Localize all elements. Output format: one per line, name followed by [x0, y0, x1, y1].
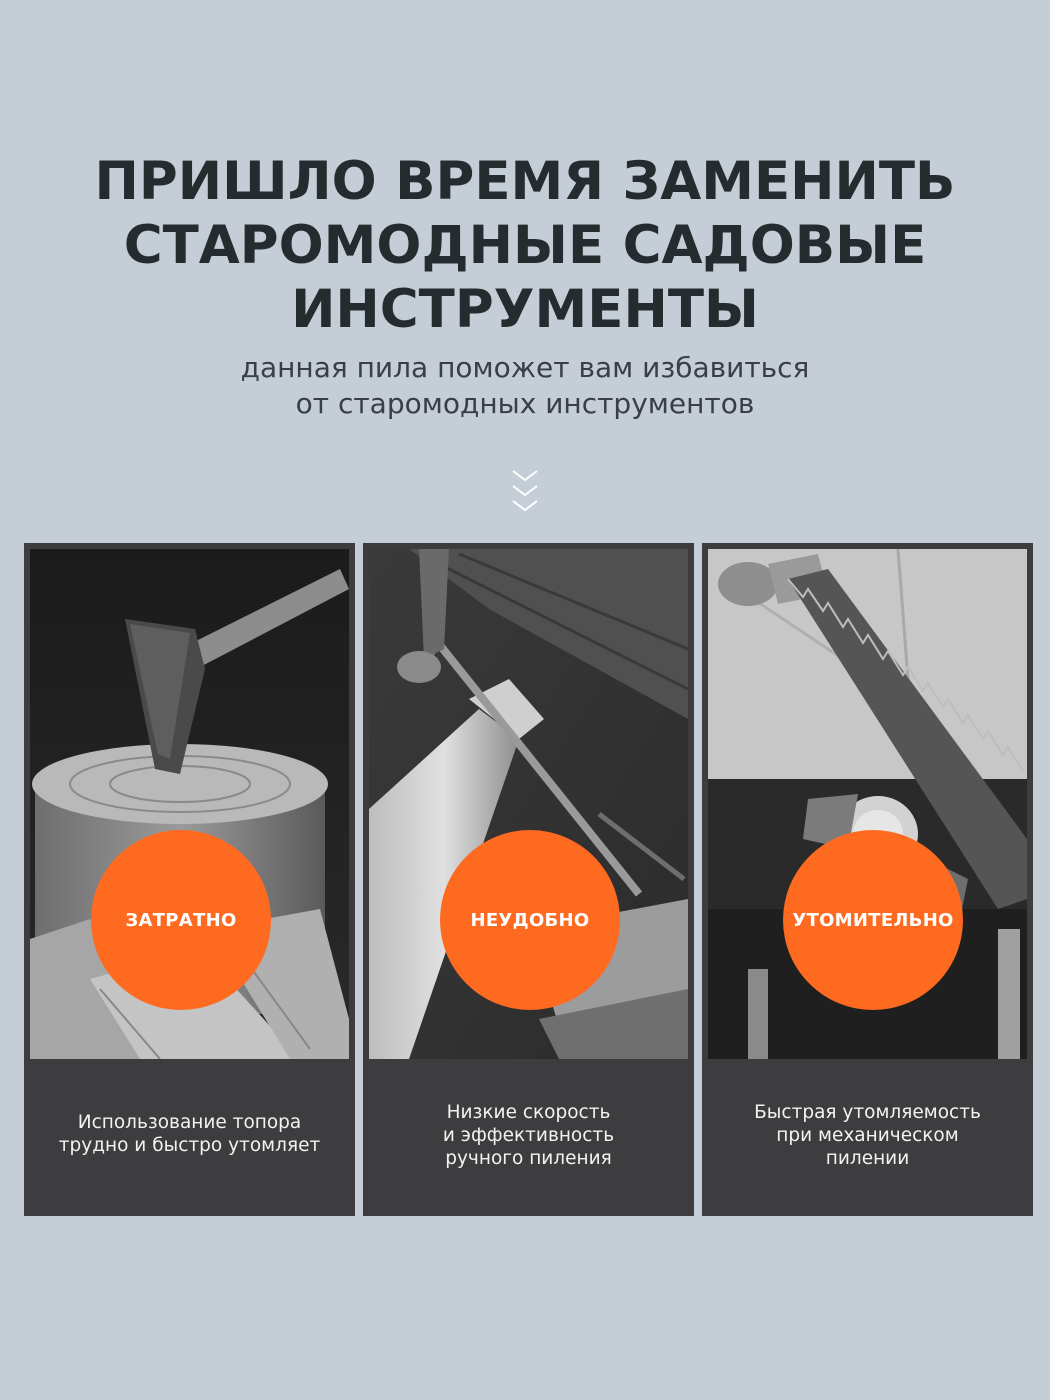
triple-chevron-down-icon [510, 468, 540, 514]
caption-line: ручного пиления [445, 1148, 612, 1169]
caption-line: Быстрая утомляемость [754, 1102, 981, 1123]
headline-line: ПРИШЛО ВРЕМЯ ЗАМЕНИТЬ [94, 151, 956, 212]
caption-line: и эффективность [442, 1125, 615, 1146]
caption-line: при механическом [776, 1125, 959, 1146]
badge-tiring: УТОМИТЕЛЬНО [783, 830, 963, 1010]
card-caption [702, 1101, 1033, 1170]
headline-line: СТАРОМОДНЫЕ САДОВЫЕ [123, 215, 927, 276]
caption-line: трудно и быстро утомляет [58, 1135, 321, 1156]
badge-inconvenient: НЕУДОБНО [440, 830, 620, 1010]
caption-line: пилении [825, 1148, 910, 1169]
card-caption [24, 1111, 355, 1157]
subtitle-line: данная пила поможет вам избавиться [240, 351, 810, 384]
subtitle [0, 350, 1050, 422]
card-tiring [702, 543, 1033, 1216]
subtitle-line: от старомодных инструментов [295, 387, 755, 420]
badge-costly: ЗАТРАТНО [91, 830, 271, 1010]
headline [0, 150, 1050, 342]
card-costly [24, 543, 355, 1216]
card-caption [363, 1101, 694, 1170]
caption-line: Низкие скорость [446, 1102, 611, 1123]
caption-line: Использование топора [77, 1112, 302, 1133]
card-inconvenient [363, 543, 694, 1216]
headline-line: ИНСТРУМЕНТЫ [291, 279, 759, 340]
